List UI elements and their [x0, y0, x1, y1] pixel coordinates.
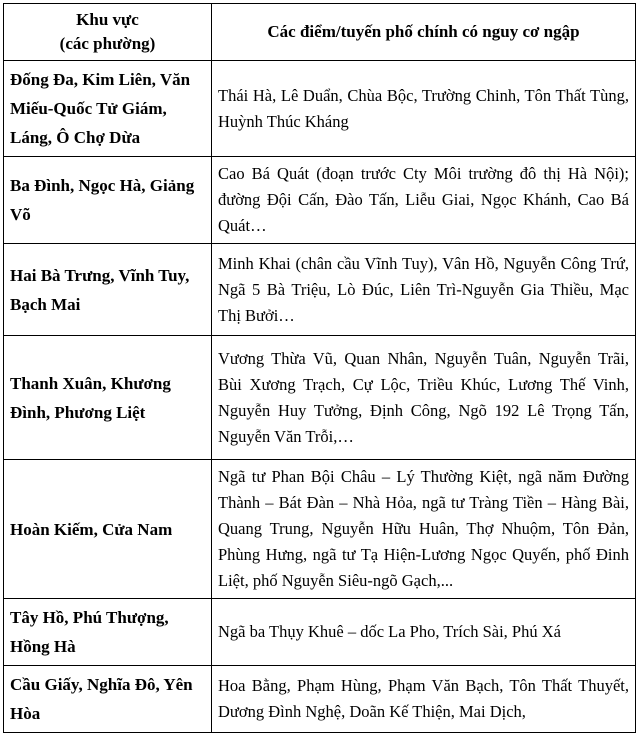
row-area: Hoàn Kiếm, Cửa Nam: [4, 460, 212, 599]
flood-risk-table: [3, 3, 636, 733]
row-streets: Cao Bá Quát (đoạn trước Cty Môi trường đô thị Hà Nội); đường Đội Cấn, Đào Tấn, Liễu Giai, Ngọc Khánh, Cao Bá Quát…: [212, 157, 636, 244]
table-header-row: [4, 4, 636, 61]
row-streets: Hoa Bằng, Phạm Hùng, Phạm Văn Bạch, Tôn Thất Thuyết, Dương Đình Nghệ, Doãn Kế Thiện, Mai Dịch,: [212, 666, 636, 733]
row-area: Cầu Giấy, Nghĩa Đô, Yên Hòa: [4, 666, 212, 733]
table-row: [4, 336, 636, 460]
row-streets: Ngã tư Phan Bội Châu – Lý Thường Kiệt, ngã năm Đường Thành – Bát Đàn – Nhà Hỏa, ngã tư Tràng Tiền – Hàng Bài, Quang Trung, Nguyễn Hữu Huân, Thợ Nhuộm, Tôn Đản, Phùng Hưng, ngã tư Tạ Hiện-Lương Ngọc Quyến, phố Đinh Liệt, phố Nguyễn Siêu-ngõ Gạch,...: [212, 460, 636, 599]
table-row: [4, 61, 636, 157]
header-area-line1: Khu vực: [76, 10, 139, 29]
header-area: [4, 4, 212, 61]
row-streets: Thái Hà, Lê Duẩn, Chùa Bộc, Trường Chinh, Tôn Thất Tùng, Huỳnh Thúc Kháng: [212, 61, 636, 157]
row-area: Tây Hồ, Phú Thượng, Hồng Hà: [4, 599, 212, 666]
table-row: [4, 244, 636, 336]
header-area-line2: (các phường): [59, 34, 156, 53]
row-area: Thanh Xuân, Khương Đình, Phương Liệt: [4, 336, 212, 460]
row-streets: Ngã ba Thụy Khuê – dốc La Pho, Trích Sài, Phú Xá: [212, 599, 636, 666]
table-row: [4, 666, 636, 733]
row-area: Hai Bà Trưng, Vĩnh Tuy, Bạch Mai: [4, 244, 212, 336]
table-row: [4, 157, 636, 244]
table-row: [4, 460, 636, 599]
table-row: [4, 599, 636, 666]
row-area: Đống Đa, Kim Liên, Văn Miếu-Quốc Tử Giám, Láng, Ô Chợ Dừa: [4, 61, 212, 157]
row-streets: Minh Khai (chân cầu Vĩnh Tuy), Vân Hồ, Nguyễn Công Trứ, Ngã 5 Bà Triệu, Lò Đúc, Liên Trì-Nguyễn Gia Thiều, Mạc Thị Bưởi…: [212, 244, 636, 336]
header-streets: Các điểm/tuyến phố chính có nguy cơ ngập: [212, 4, 636, 61]
row-streets: Vương Thừa Vũ, Quan Nhân, Nguyễn Tuân, Nguyễn Trãi, Bùi Xương Trạch, Cự Lộc, Triều Khúc, Lương Thế Vinh, Nguyễn Huy Tưởng, Định Công, Ngõ 192 Lê Trọng Tấn, Nguyễn Văn Trỗi,…: [212, 336, 636, 460]
row-area: Ba Đình, Ngọc Hà, Giảng Võ: [4, 157, 212, 244]
